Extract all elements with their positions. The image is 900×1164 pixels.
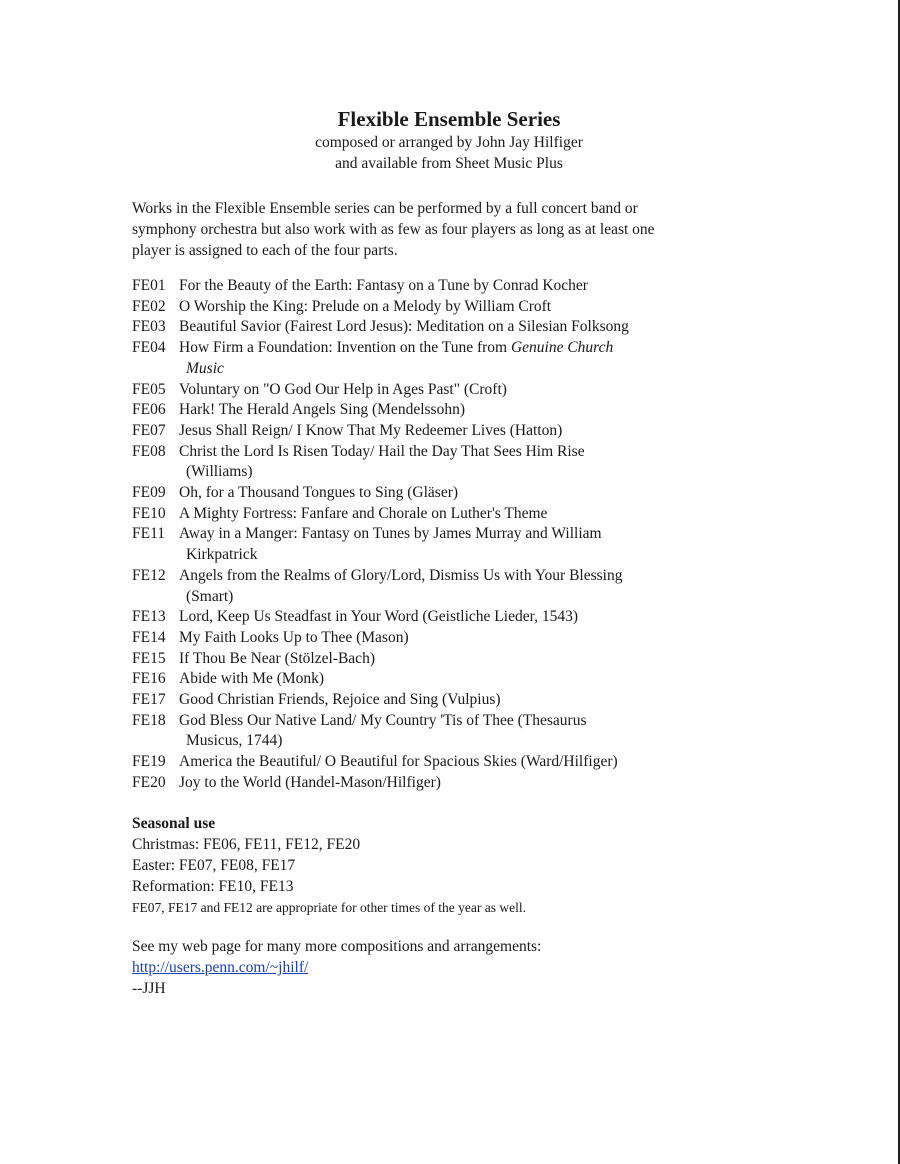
work-title: [179, 711, 772, 752]
work-title-continuation: (Smart): [186, 587, 234, 605]
work-title: [179, 483, 772, 504]
work-title-text: America the Beautiful/ O Beautiful for Spacious Skies (Ward/Hilfiger): [179, 753, 618, 771]
work-code: FE13: [132, 608, 166, 626]
work-title: [179, 317, 772, 338]
footer-section: [132, 936, 772, 999]
list-item: [132, 690, 772, 711]
list-item: [132, 442, 772, 483]
footer-text: See my web page for many more compositions and arrangements:: [132, 938, 542, 955]
work-title-text: Hark! The Herald Angels Sing (Mendelssohn): [179, 401, 465, 419]
work-code: FE14: [132, 628, 166, 646]
page-title: Flexible Ensemble Series: [337, 107, 561, 131]
list-item: [132, 297, 772, 318]
intro-line: player is assigned to each of the four parts.: [132, 242, 398, 259]
intro-line: symphony orchestra but also work with as few as four players as long as at least one: [132, 221, 655, 238]
work-code: FE18: [132, 711, 166, 729]
work-title-text: O Worship the King: Prelude on a Melody by William Croft: [179, 297, 552, 315]
work-code: FE06: [132, 401, 166, 419]
list-item: [132, 276, 772, 297]
works-list: [132, 276, 772, 794]
list-item: [132, 504, 772, 525]
subtitle-composer: composed or arranged by John Jay Hilfiger: [315, 134, 583, 151]
subtitle-availability: and available from Sheet Music Plus: [335, 155, 563, 172]
work-code: FE03: [132, 318, 166, 336]
list-item: [132, 317, 772, 338]
list-item: [132, 338, 772, 379]
list-item: [132, 649, 772, 670]
work-title-text: God Bless Our Native Land/ My Country 'Tis of Thee (Thesaurus: [179, 711, 587, 729]
work-title: [179, 442, 772, 483]
work-title: [179, 773, 772, 794]
work-title: [179, 524, 772, 565]
work-title: [179, 276, 772, 297]
list-item: [132, 400, 772, 421]
list-item: [132, 752, 772, 773]
list-item: [132, 566, 772, 607]
work-title-text: How Firm a Foundation: Invention on the Tune from: [179, 339, 508, 357]
work-title-text: If Thou Be Near (Stölzel-Bach): [179, 649, 375, 667]
work-title: [179, 297, 772, 318]
work-code: FE08: [132, 442, 166, 460]
work-title-text: A Mighty Fortress: Fanfare and Chorale on Luther's Theme: [179, 504, 548, 522]
work-code: FE19: [132, 753, 166, 771]
work-code: FE04: [132, 339, 166, 357]
list-item: [132, 380, 772, 401]
work-title: [179, 607, 772, 628]
work-title-text: Lord, Keep Us Steadfast in Your Word (Geistliche Lieder, 1543): [179, 608, 579, 626]
work-title-text: Away in a Manger: Fantasy on Tunes by James Murray and William: [179, 525, 602, 543]
work-title: [179, 338, 772, 379]
work-title: [179, 400, 772, 421]
work-title-text: Joy to the World (Handel-Mason/Hilfiger): [179, 773, 441, 791]
work-code: FE10: [132, 504, 166, 522]
work-title: [179, 380, 772, 401]
work-title-text: Good Christian Friends, Rejoice and Sing (Vulpius): [179, 691, 501, 709]
work-code: FE07: [132, 421, 166, 439]
work-title-continuation: Musicus, 1744): [186, 732, 283, 750]
work-title: [179, 504, 772, 525]
work-title-italic: Genuine Church: [510, 339, 614, 357]
seasonal-note: FE07, FE17 and FE12 are appropriate for other times of the year as well.: [132, 900, 527, 915]
list-item: [132, 421, 772, 442]
work-title: [179, 421, 772, 442]
work-code: FE12: [132, 566, 166, 584]
work-title-text: Beautiful Savior (Fairest Lord Jesus): Meditation on a Silesian Folksong: [179, 318, 629, 336]
work-title-continuation: Music: [186, 359, 224, 377]
list-item: [132, 628, 772, 649]
list-item: [132, 524, 772, 565]
work-title-text: Christ the Lord Is Risen Today/ Hail the Day That Sees Him Rise: [179, 442, 585, 460]
work-title-continuation: (Williams): [186, 463, 253, 481]
list-item: [132, 483, 772, 504]
list-item: [132, 607, 772, 628]
seasonal-heading: Seasonal use: [132, 815, 216, 832]
list-item: [132, 773, 772, 794]
work-title-text: Voluntary on "O God Our Help in Ages Past" (Croft): [179, 380, 507, 398]
list-item: [132, 711, 772, 752]
web-page-link[interactable]: http://users.penn.com/~jhilf/: [132, 959, 309, 976]
work-title-text: Jesus Shall Reign/ I Know That My Redeemer Lives (Hatton): [179, 421, 563, 439]
intro-paragraph: [132, 198, 752, 261]
work-title: [179, 628, 772, 649]
work-title-text: Angels from the Realms of Glory/Lord, Dismiss Us with Your Blessing: [179, 566, 623, 584]
work-code: FE15: [132, 649, 166, 667]
seasonal-christmas: Christmas: FE06, FE11, FE12, FE20: [132, 836, 361, 853]
work-code: FE17: [132, 691, 166, 709]
work-title-text: My Faith Looks Up to Thee (Mason): [179, 628, 409, 646]
work-code: FE09: [132, 484, 166, 502]
work-title: [179, 649, 772, 670]
signature: --JJH: [132, 980, 166, 997]
seasonal-reformation: Reformation: FE10, FE13: [132, 878, 294, 895]
work-title-text: Abide with Me (Monk): [179, 670, 325, 688]
work-code: FE01: [132, 277, 166, 294]
work-code: FE16: [132, 670, 166, 688]
seasonal-use-section: [132, 813, 772, 918]
list-item: [132, 669, 772, 690]
work-title: [179, 690, 772, 711]
work-title-text: For the Beauty of the Earth: Fantasy on a Tune by Conrad Kocher: [179, 277, 588, 294]
work-title: [179, 566, 772, 607]
work-title: [179, 752, 772, 773]
intro-line: Works in the Flexible Ensemble series can be performed by a full concert band or: [132, 200, 638, 217]
work-code: FE02: [132, 297, 166, 315]
work-code: FE05: [132, 380, 166, 398]
work-title: [179, 669, 772, 690]
work-title-text: Oh, for a Thousand Tongues to Sing (Gläser): [179, 484, 459, 502]
seasonal-easter: Easter: FE07, FE08, FE17: [132, 857, 296, 874]
work-code: FE11: [132, 525, 166, 543]
work-code: FE20: [132, 773, 166, 791]
work-title-continuation: Kirkpatrick: [186, 546, 258, 564]
